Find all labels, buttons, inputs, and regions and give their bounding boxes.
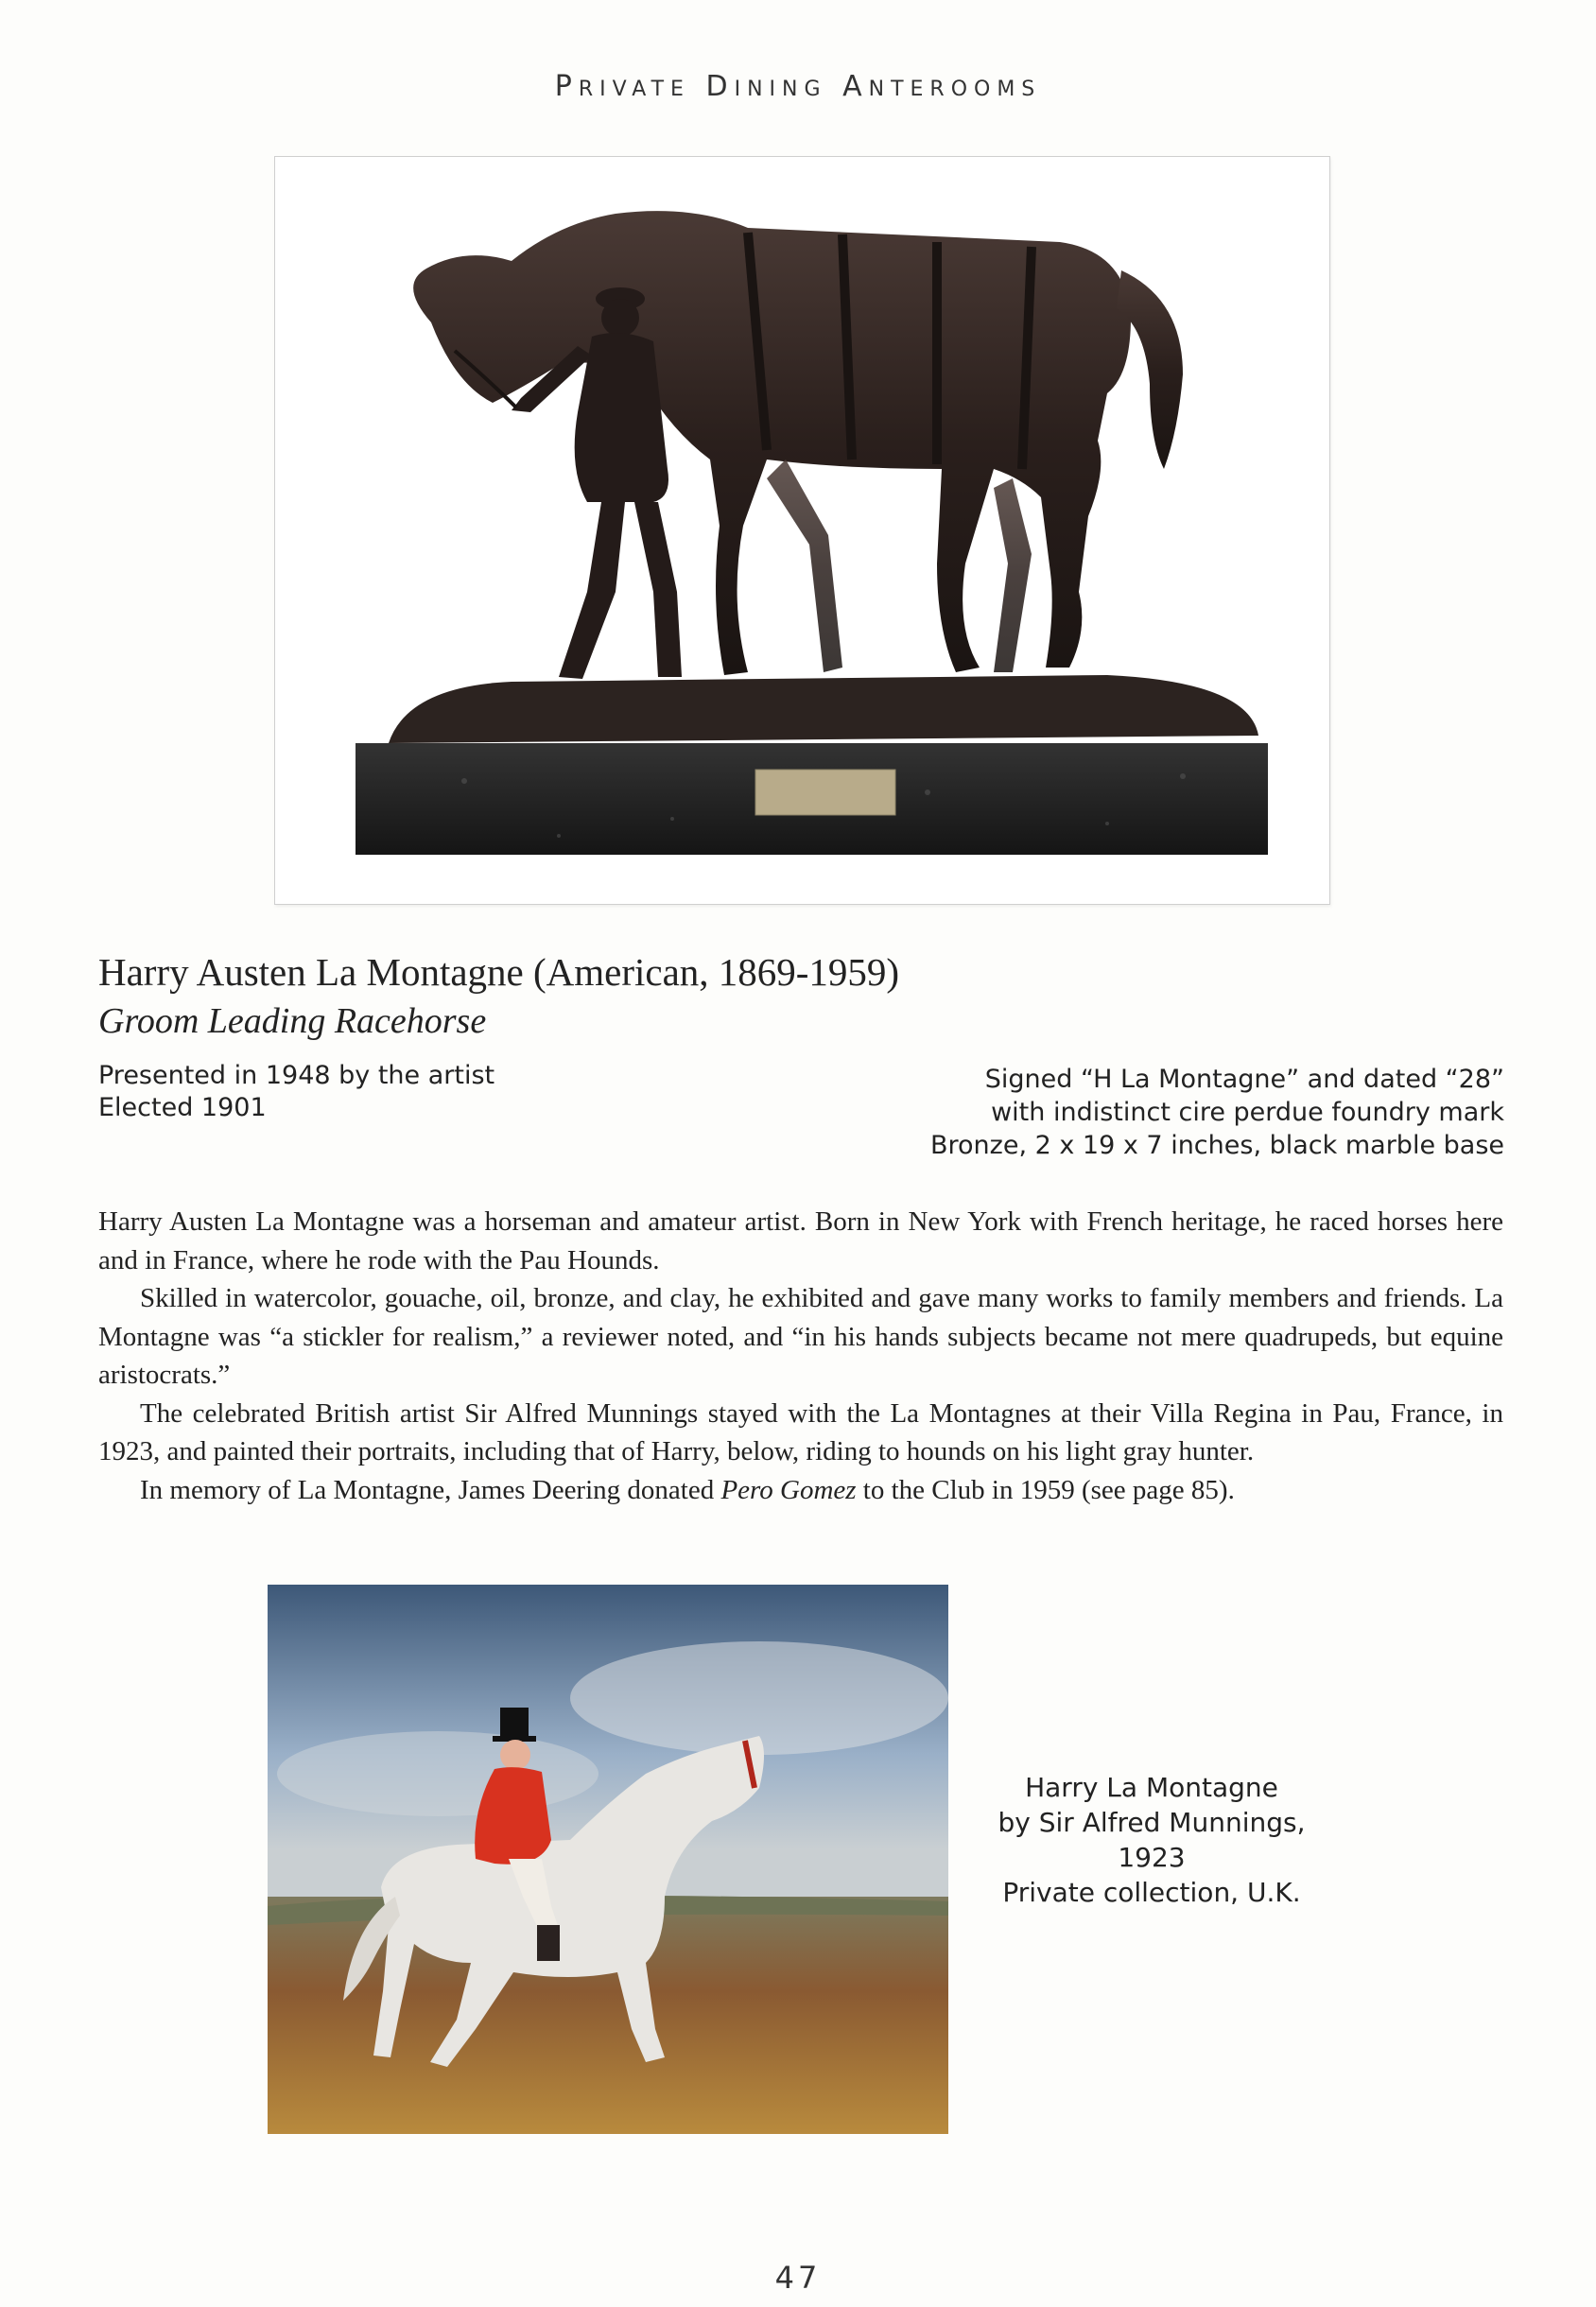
running-head-word: DINING <box>705 70 827 103</box>
artist-heading: Harry Austen La Montagne (American, 1869-1959) <box>98 950 900 994</box>
running-head <box>0 70 1596 103</box>
painting-photo <box>268 1585 948 2134</box>
paragraph: Harry Austen La Montagne was a horseman and amateur artist. Born in New York with French heritage, he raced horses here and in France, where he rode with the Pau Hounds. <box>98 1206 1503 1275</box>
paragraph: The celebrated British artist Sir Alfred Munnings stayed with the La Montagnes at their Villa Regina in Pau, France, in 1923, and painted their portraits, including that of Harry, below, riding to hounds on his light gray hunter. <box>98 1397 1503 1466</box>
medium-dimensions-line: Bronze, 2 x 19 x 7 inches, black marble base <box>930 1131 1504 1160</box>
paragraph: Skilled in watercolor, gouache, oil, bronze, and clay, he exhibited and gave many works to family members and friends. La Montagne was “a stickler for realism,” a reviewer noted, and “in his hands subjects became not mere quadrupeds, but equine aristocrats.” <box>98 1283 1503 1390</box>
munnings-portrait-illustration <box>268 1585 948 2134</box>
provenance-line: Presented in 1948 by the artist <box>98 1061 495 1090</box>
sculpture-photo <box>274 156 1330 905</box>
caption-line: Private collection, U.K. <box>1002 1877 1301 1908</box>
caption-line: by Sir Alfred Munnings, <box>998 1807 1306 1838</box>
artwork-title: Groom Leading Racehorse <box>98 1001 487 1041</box>
caption-line: Harry La Montagne <box>1025 1772 1278 1803</box>
inscription-line: with indistinct cire perdue foundry mark <box>991 1098 1504 1127</box>
paragraph: In memory of La Montagne, James Deering donated Pero Gomez to the Club in 1959 (see page 85). <box>140 1474 1235 1505</box>
sculpted-ground <box>389 675 1258 743</box>
page-number: 47 <box>774 2260 822 2296</box>
inscription-line: Signed “H La Montagne” and dated “28” <box>984 1065 1504 1094</box>
body-text <box>98 1203 1503 1509</box>
bronze-sculpture-illustration <box>275 157 1329 904</box>
horse-figure <box>413 211 1183 675</box>
artwork-reference: Pero Gomez <box>720 1474 857 1505</box>
running-head-word: ANTEROOMS <box>842 70 1042 103</box>
running-head-word: PRIVATE <box>554 70 690 103</box>
painting-caption <box>972 1770 1331 1910</box>
caption-line: 1923 <box>1118 1842 1186 1873</box>
provenance-line: Elected 1901 <box>98 1093 267 1122</box>
brass-plaque <box>755 770 895 815</box>
